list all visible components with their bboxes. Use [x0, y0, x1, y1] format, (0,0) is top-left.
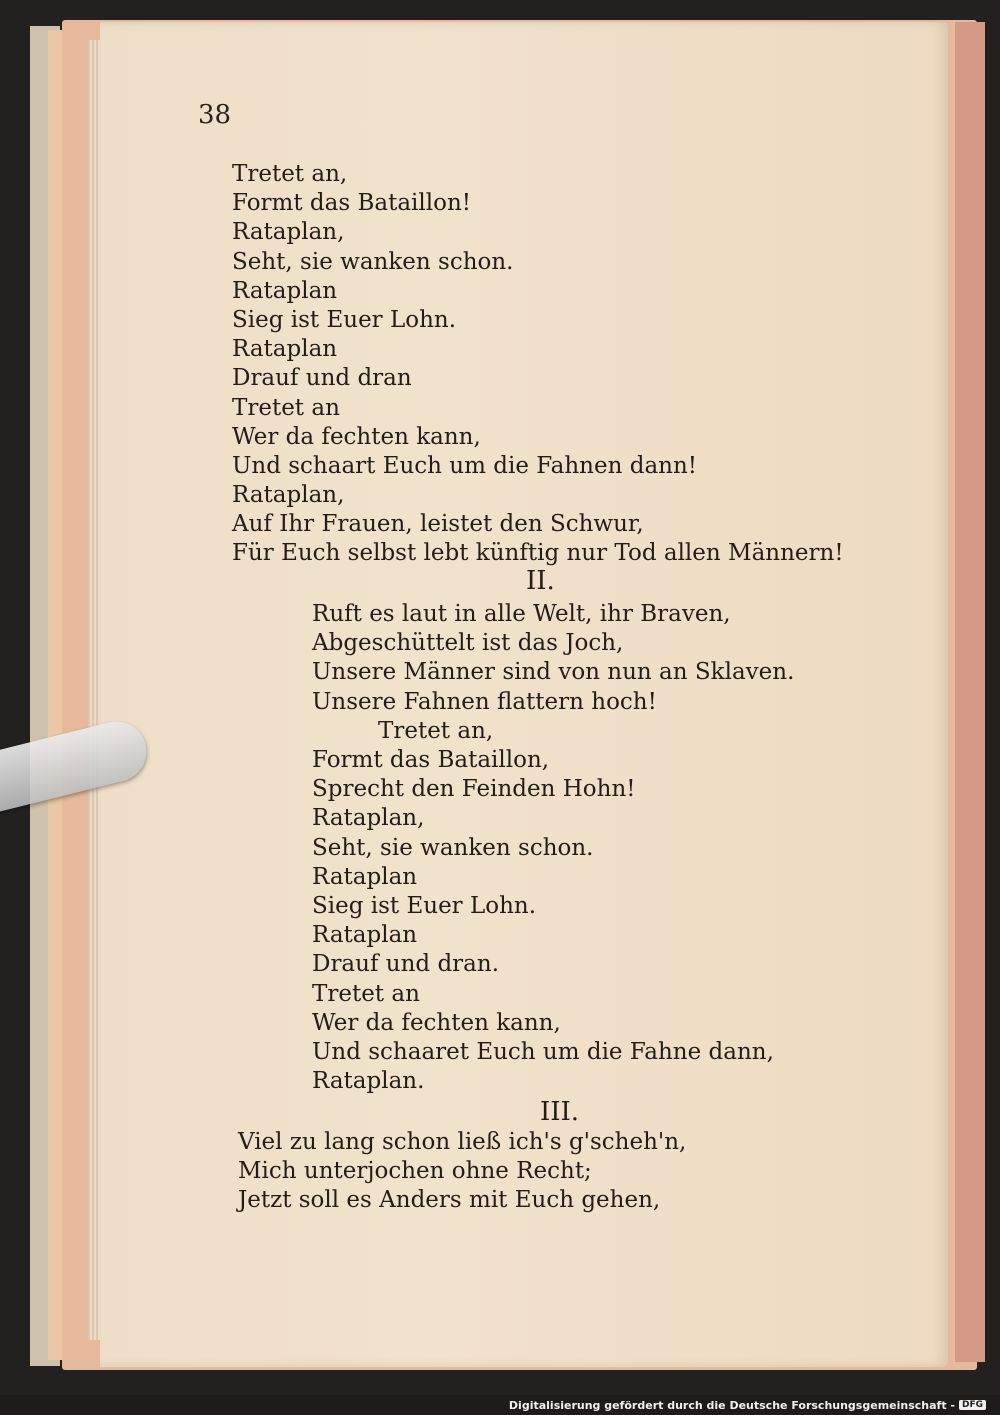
stanza-2-indent	[378, 717, 493, 746]
book-cover-right-edge	[955, 22, 985, 1362]
verse-line: Viel zu lang schon ließ ich's g'scheh'n,	[238, 1129, 687, 1155]
verse-line: Tretet an	[232, 394, 340, 421]
digitization-credit	[509, 1396, 986, 1414]
verse-line: Rataplan,	[312, 805, 425, 832]
verse-line: Abgeschüttelt ist das Joch,	[312, 630, 624, 657]
verse-line: Wer da fechten kann,	[312, 1009, 561, 1036]
verse-line: Rataplan	[312, 863, 418, 890]
verse-line: Seht, sie wanken schon.	[232, 248, 514, 275]
page-number: 38	[198, 100, 232, 130]
verse-line: Seht, sie wanken schon.	[312, 834, 594, 861]
verse-line: Ruft es laut in alle Welt, ihr Braven,	[312, 601, 731, 627]
verse-line: Auf Ihr Frauen, leistet den Schwur,	[232, 511, 644, 538]
verse-line: Rataplan	[232, 277, 338, 304]
dfg-logo: DFG	[959, 1400, 986, 1410]
verse-line: Und schaaret Euch um die Fahne dann,	[312, 1038, 774, 1065]
section-heading-3: III.	[540, 1097, 580, 1127]
verse-line: Rataplan	[232, 336, 338, 363]
verse-line: Rataplan,	[232, 482, 345, 509]
verse-line: Tretet an,	[232, 161, 348, 187]
verse-line: Tretet an,	[378, 718, 494, 744]
section-heading-2: II.	[526, 566, 555, 596]
verse-line: Für Euch selbst lebt künftig nur Tod allen Männern!	[232, 540, 844, 567]
verse-line: Unsere Fahnen flattern hoch!	[312, 688, 657, 715]
verse-line: Mich unterjochen ohne Recht;	[238, 1158, 592, 1185]
verse-line: Sieg ist Euer Lohn.	[312, 892, 537, 919]
verse-line: Formt das Bataillon!	[232, 190, 471, 217]
verse-line: Und schaart Euch um die Fahnen dann!	[232, 452, 698, 479]
verse-line: Rataplan.	[312, 1068, 425, 1095]
credit-text: Digitalisierung gefördert durch die Deutsche Forschungsgemeinschaft -	[508, 1398, 955, 1412]
verse-line: Tretet an	[312, 980, 420, 1007]
verse-line: Jetzt soll es Anders mit Euch gehen,	[238, 1187, 661, 1214]
stanza-2b	[312, 746, 774, 1096]
verse-line: Unsere Männer sind von nun an Sklaven.	[312, 659, 795, 686]
stanza-1	[232, 160, 844, 569]
verse-line: Rataplan,	[232, 219, 345, 246]
verse-line: Formt das Bataillon,	[312, 747, 550, 773]
stanza-2a	[312, 600, 794, 717]
verse-line: Sieg ist Euer Lohn.	[232, 306, 457, 333]
verse-line: Drauf und dran	[232, 365, 412, 392]
verse-line: Sprecht den Feinden Hohn!	[312, 776, 636, 803]
verse-line: Wer da fechten kann,	[232, 423, 481, 450]
verse-line: Drauf und dran.	[312, 951, 499, 978]
stanza-3	[238, 1128, 686, 1216]
verse-line: Rataplan	[312, 922, 418, 949]
